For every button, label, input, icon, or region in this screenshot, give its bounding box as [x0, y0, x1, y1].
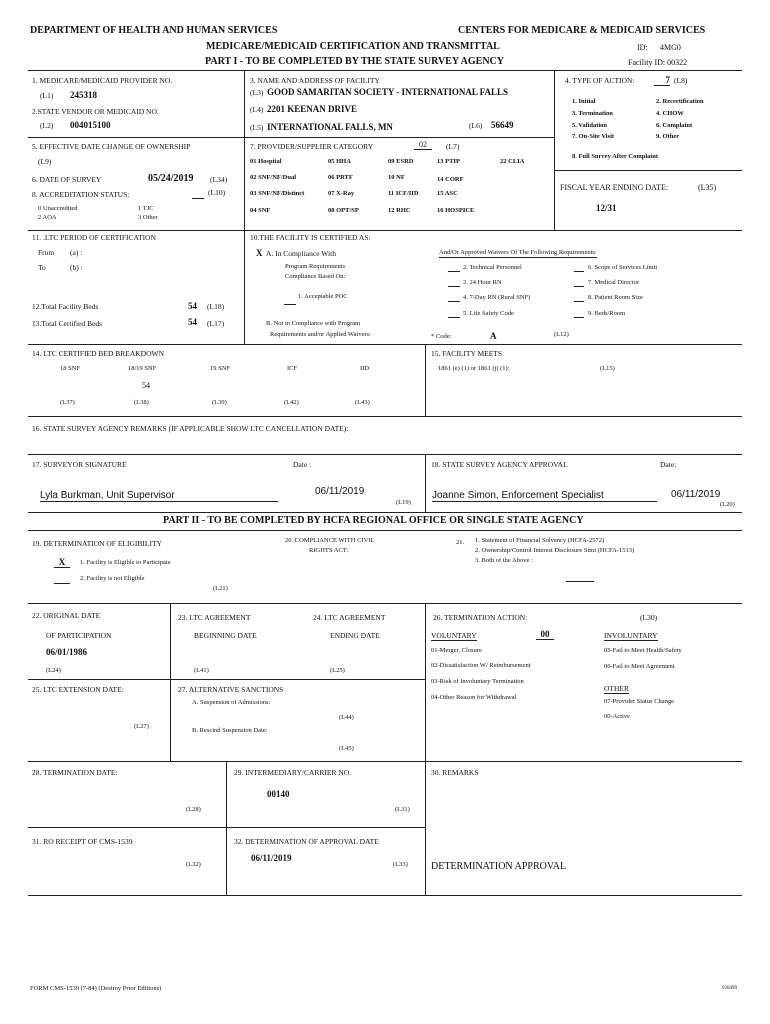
category-option: 13 PTIP — [437, 158, 460, 165]
eligible-option: 1. Facility is Eligible to Participate — [80, 559, 171, 566]
in-compliance-label: A. In Compliance With — [266, 249, 336, 258]
facility-meets-label: 15. FACILITY MEETS — [431, 349, 503, 358]
action-type-label: 4. TYPE OF ACTION: — [565, 76, 635, 85]
category-option: 08 OPT/SP — [328, 207, 359, 214]
action-option: 4. CHOW — [656, 110, 684, 117]
involuntary-option: 06-Fail to Meet Agreement — [604, 663, 675, 670]
waiver-item: 2. Technical Personnel — [463, 264, 522, 271]
ltc-end-code: (L25) — [330, 667, 345, 674]
category-option: 06 PRTF — [328, 174, 353, 181]
provider-no-value: 245318 — [70, 90, 97, 100]
provider-no-code: (L1) — [40, 91, 54, 100]
voluntary-option: 04-Other Reason for Withdrawal — [431, 694, 517, 701]
facility-meets-code: (L15) — [600, 365, 615, 372]
rule — [28, 679, 425, 680]
vendor-no-code: (L2) — [40, 121, 54, 130]
waiver-item: 3. 24 Hour RN — [463, 279, 502, 286]
provider-no-label: 1. MEDICARE/MEDICAID PROVIDER NO. — [32, 76, 173, 85]
surveyor-code: (L19) — [396, 499, 411, 506]
waiver-item: 7. Medical Director — [588, 279, 640, 286]
action-option: 6. Complaint — [656, 122, 693, 129]
certified-as-label: 10.THE FACILITY IS CERTIFIED AS: — [250, 233, 371, 242]
code-l4: (L4) — [250, 105, 264, 114]
rule — [28, 137, 244, 138]
termination-date-label: 28. TERMINATION DATE: — [32, 768, 118, 777]
waiver-blank — [574, 285, 584, 287]
compliance-based-label: Compliance Based On: — [285, 273, 346, 280]
category-option: 14 CORF — [437, 176, 464, 183]
rule — [28, 761, 742, 762]
ro-receipt-label: 31. RO RECEIPT OF CMS-1539 — [32, 837, 133, 846]
from-a: (a) : — [70, 248, 83, 257]
form-title: MEDICARE/MEDICAID CERTIFICATION AND TRANSMITTAL — [206, 41, 500, 52]
poc-blank — [284, 300, 296, 305]
part1-title: PART I - TO BE COMPLETED BY THE STATE SURVEY AGENCY — [205, 56, 504, 67]
voluntary-option: 01-Merger, Closure — [431, 647, 482, 654]
ltc-extension-label: 25. LTC EXTENSION DATE: — [32, 685, 124, 694]
civil-rights-label-2: RIGHTS ACT: — [309, 547, 349, 554]
termination-action-code: (L30) — [640, 613, 658, 622]
rule — [28, 230, 742, 231]
rule — [28, 416, 742, 417]
remarks30-label: 30. REMARKS — [431, 768, 479, 777]
dept-title: DEPARTMENT OF HEALTH AND HUMAN SERVICES — [30, 25, 278, 36]
bed-code: (L39) — [212, 399, 227, 406]
item21-blank — [566, 580, 594, 582]
approval-date-value: 06/11/2019 — [251, 853, 292, 863]
category-option: 15 ASC — [437, 190, 458, 197]
involuntary-option: 05-Fail to Meet Health/Safety — [604, 647, 682, 654]
total-beds-value: 54 — [188, 301, 197, 311]
certified-beds-label: 13.Total Certified Beds — [32, 319, 103, 328]
facility-address-label: 3. NAME AND ADDRESS OF FACILITY — [250, 76, 380, 85]
category-option: 04 SNF — [250, 207, 271, 214]
accreditation-code: (L10) — [208, 188, 226, 197]
category-option: 11 ICF/IID — [388, 190, 419, 197]
rule — [28, 512, 742, 513]
provider-category-label: 7. PROVIDER/SUPPLIER CATEGORY — [250, 142, 374, 151]
ltc-extension-code: (L27) — [134, 723, 149, 730]
fiscal-year-label: FISCAL YEAR ENDING DATE: — [560, 183, 669, 192]
code-label: * Code: — [431, 333, 452, 340]
id-value: 4MG0 — [660, 43, 681, 52]
from-label: From — [38, 248, 55, 257]
waiver-item: 5. Life Safety Code — [463, 310, 514, 317]
rule — [226, 761, 227, 895]
acceptable-poc-label: 1. Acceptable POC — [298, 293, 348, 300]
category-option: 01 Hospital — [250, 158, 282, 165]
agency-signature: Joanne Simon, Enforcement Specialist — [432, 491, 657, 502]
item21-num: 21. — [456, 539, 465, 546]
item21-option: 1. Statement of Financial Solvency (HCFA-2572) — [475, 537, 605, 544]
accreditation-option: 0 Unaccredited — [38, 205, 78, 212]
rule — [28, 895, 742, 896]
surveyor-date-label: Date : — [293, 460, 312, 469]
bed-code: (L38) — [134, 399, 149, 406]
agency-title: CENTERS FOR MEDICARE & MEDICAID SERVICES — [458, 25, 706, 36]
form-number: FORM CMS-1539 (7-84) (Destroy Prior Editions) — [30, 985, 162, 992]
accreditation-value-blank — [192, 190, 204, 199]
ltc-begin-label: 23. LTC AGREEMENT — [178, 613, 251, 622]
survey-date-code: (L34) — [210, 175, 228, 184]
code-l5: (L5) — [250, 123, 264, 132]
facility-meets-text: 1861 (e) (1) or 1861 (j) (1): — [438, 365, 510, 372]
termination-action-value: 00 — [536, 630, 554, 640]
bed-1819-value: 54 — [142, 381, 150, 390]
accreditation-option: 2 AOA — [38, 214, 57, 221]
approval-date-code: (L33) — [393, 861, 408, 868]
action-option: 1. Initial — [572, 98, 596, 105]
waiver-blank — [448, 285, 460, 287]
agency-date-label: Date: — [660, 460, 677, 469]
rule — [28, 530, 742, 531]
eligibility-mark: X — [54, 558, 70, 568]
facility-city: INTERNATIONAL FALLS, MN — [267, 122, 393, 132]
other-option: 00-Active — [604, 713, 630, 720]
suspension-label: A. Suspension of Admissions: — [192, 699, 271, 706]
vendor-no-value: 004015100 — [70, 120, 111, 130]
waivers-heading: And/Or Approved Waivers Of The Following Requirements: — [439, 249, 597, 256]
remarks-label: 16. STATE SURVEY AGENCY REMARKS (IF APPLICABLE SHOW LTC CANCELLATION DATE): — [32, 424, 349, 433]
to-b: (b) : — [70, 263, 83, 272]
rule — [244, 230, 245, 344]
bed-col-header: IID — [360, 365, 370, 372]
waiver-item: 4. 7-Day RN (Rural SNF) — [463, 294, 531, 301]
surveyor-signature-label: 17. SURVEYOR SIGNATURE — [32, 460, 127, 469]
bed-code: (L42) — [284, 399, 299, 406]
rule — [425, 454, 426, 512]
involuntary-heading: INVOLUNTARY — [604, 631, 658, 640]
intermediary-code: (L31) — [395, 806, 410, 813]
accreditation-option: 3 Other — [138, 214, 158, 221]
approval-date-label: 32. DETERMINATION OF APPROVAL DATE — [234, 837, 379, 846]
determination-approval: DETERMINATION APPROVAL — [431, 861, 567, 872]
bed-col-header: 18/19 SNF — [128, 365, 157, 372]
rule — [170, 603, 171, 679]
facility-street: 2201 KEENAN DRIVE — [267, 104, 358, 114]
eligibility-label: 19. DETERMINATION OF ELIGIBILITY — [32, 539, 162, 548]
to-label: To — [38, 263, 46, 272]
accreditation-option: 1 TJC — [138, 205, 154, 212]
not-eligible-blank — [54, 582, 70, 584]
rule — [170, 679, 171, 761]
program-req-label: Program Requirements — [285, 263, 346, 270]
alt-sanctions-label: 27. ALTERNATIVE SANCTIONS — [178, 685, 284, 694]
rule — [28, 603, 742, 604]
original-date-code: (L24) — [46, 667, 61, 674]
survey-date-label: 6. DATE OF SURVEY — [32, 175, 102, 184]
termination-date-code: (L28) — [186, 806, 201, 813]
category-option: 03 SNF/NF/Distinct — [250, 190, 305, 197]
action-option: 5. Validation — [572, 122, 608, 129]
certified-beds-code: (L17) — [207, 319, 225, 328]
waiver-blank — [574, 300, 584, 302]
total-beds-code: (L18) — [207, 302, 225, 311]
action-option: 3. Termination — [572, 110, 613, 117]
action-option: 2. Recertification — [656, 98, 704, 105]
rule — [28, 344, 742, 345]
part2-title: PART II - TO BE COMPLETED BY HCFA REGIONAL OFFICE OR SINGLE STATE AGENCY — [163, 515, 584, 526]
code-l3: (L3) — [250, 88, 264, 97]
ltc-begin-sub: BEGINNING DATE — [194, 631, 257, 640]
waiver-blank — [448, 316, 460, 318]
compliance-mark: X — [256, 248, 263, 258]
voluntary-option: 02-Dissatisfaction W/ Reimbursement — [431, 662, 531, 669]
not-eligible-option: 2. Facility is not Eligible — [80, 575, 145, 582]
ltc-end-label: 24. LTC AGREEMENT — [313, 613, 386, 622]
bed-breakdown-label: 14. LTC CERTIFIED BED BREAKDOWN — [32, 349, 164, 358]
bed-code: (L43) — [355, 399, 370, 406]
agency-approval-label: 18. STATE SURVEY AGENCY APPROVAL — [431, 460, 568, 469]
facility-zip: 56649 — [491, 120, 514, 130]
bed-col-header: ICF — [287, 365, 298, 372]
surveyor-date: 06/11/2019 — [315, 486, 365, 497]
code-l6: (L6) — [469, 121, 483, 130]
fiscal-year-code: (L35) — [698, 183, 717, 192]
rescind-label: B. Rescind Suspension Date: — [192, 727, 268, 734]
item21-option: 3. Both of the Above : — [475, 557, 533, 564]
waiver-blank — [448, 270, 460, 272]
code-value: A — [490, 331, 497, 341]
waiver-item: 6. Scope of Services Limit — [588, 264, 658, 271]
category-option: 02 SNF/NF/Dual — [250, 174, 297, 181]
category-option: 12 RHC — [388, 207, 411, 214]
rescind-code: (L45) — [339, 745, 354, 752]
waiver-item: 9. Beds/Room — [588, 310, 626, 317]
rule — [554, 170, 742, 171]
intermediary-value: 00140 — [267, 789, 290, 799]
certified-beds-value: 54 — [188, 317, 197, 327]
ownership-change-label: 5. EFFECTIVE DATE CHANGE OF OWNERSHIP — [32, 142, 191, 151]
not-compliance-label: B. Not in Compliance with Program — [266, 320, 361, 327]
suspension-code: (L44) — [339, 714, 354, 721]
category-option: 07 X-Ray — [328, 190, 355, 197]
rule — [28, 827, 425, 828]
agency-date: 06/11/2019 — [671, 489, 721, 500]
category-option: 16 HOSPICE — [437, 207, 475, 214]
category-option: 22 CLIA — [500, 158, 525, 165]
other-option: 07-Provider Status Change — [604, 698, 675, 705]
voluntary-heading: VOLUNTARY — [431, 631, 477, 640]
item21-option: 2. Ownership/Control Interest Disclosure Stmt (HCFA-1513) — [475, 547, 635, 554]
provider-category-code: (L7) — [446, 142, 460, 151]
other-heading: OTHER — [604, 684, 629, 693]
rule — [554, 70, 555, 230]
ltc-period-label: 11. .LTC PERIOD OF CERTIFICATION — [32, 233, 157, 242]
ownership-change-code: (L9) — [38, 157, 52, 166]
action-option: 9. Other — [656, 133, 680, 140]
original-date-label: 22. ORIGINAL DATE — [32, 611, 101, 620]
original-date-sub: OF PARTICIPATION — [46, 631, 112, 640]
facility-id: Facility ID: 00322 — [628, 58, 688, 67]
waiver-blank — [448, 300, 460, 302]
survey-date-value: 05/24/2019 — [148, 173, 194, 184]
vendor-no-label: 2.STATE VENDOR OR MEDICAID NO. — [32, 107, 159, 116]
bed-col-header: 18 SNF — [60, 365, 81, 372]
termination-action-label: 26. TERMINATION ACTION: — [433, 613, 528, 622]
bed-code: (L37) — [60, 399, 75, 406]
bed-col-header: 19 SNF — [210, 365, 231, 372]
rule — [425, 344, 426, 416]
civil-rights-label: 20. COMPLIANCE WITH CIVIL — [285, 537, 375, 544]
category-option: 09 ESRD — [388, 158, 414, 165]
action-option: 8. Full Survey After Complaint — [572, 153, 659, 160]
original-date-value: 06/01/1986 — [46, 647, 88, 657]
accreditation-label: 8. ACCREDITATION STATUS: — [32, 190, 130, 199]
ltc-end-sub: ENDING DATE — [330, 631, 380, 640]
total-beds-label: 12.Total Facility Beds — [32, 302, 99, 311]
action-type-code: (L8) — [674, 76, 688, 85]
id-label: ID: — [637, 43, 648, 52]
provider-category-value: 02 — [414, 141, 432, 150]
rule — [28, 454, 742, 455]
agency-code: (L20) — [720, 501, 735, 508]
ltc-begin-code: (L41) — [194, 667, 209, 674]
action-type-value: 7 — [654, 76, 670, 86]
facility-name: GOOD SAMARITAN SOCIETY - INTERNATIONAL FALLS — [267, 87, 508, 97]
voluntary-option: 03-Risk of Involuntary Termination — [431, 678, 524, 685]
applied-waivers-label: Requirements and/or Applied Waivers: — [270, 331, 371, 338]
form-code: 020499 — [722, 986, 737, 991]
surveyor-signature: Lyla Burkman, Unit Supervisor — [40, 491, 278, 502]
waiver-blank — [574, 316, 584, 318]
ro-receipt-code: (L32) — [186, 861, 201, 868]
fiscal-year-value: 12/31 — [596, 203, 617, 213]
code-l12: (L12) — [554, 331, 569, 338]
eligibility-code: (L21) — [213, 585, 228, 592]
waiver-item: 8. Patient Room Size — [588, 294, 643, 301]
action-option: 7. On-Site Visit — [572, 133, 615, 140]
intermediary-label: 29. INTERMEDIARY/CARRIER NO. — [234, 768, 352, 777]
category-option: 10 NF — [388, 174, 405, 181]
category-option: 05 HHA — [328, 158, 351, 165]
rule — [425, 603, 426, 895]
rule — [28, 70, 742, 71]
rule — [244, 70, 245, 230]
waiver-blank — [574, 270, 584, 272]
rule — [244, 137, 554, 138]
